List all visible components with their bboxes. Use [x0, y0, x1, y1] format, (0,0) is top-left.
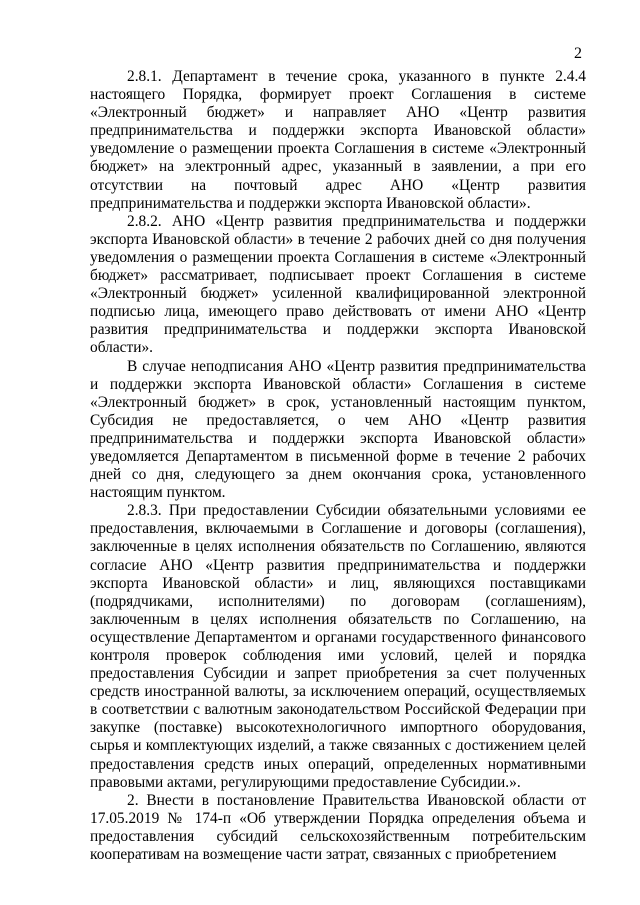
page-number: 2: [574, 45, 582, 62]
document-body: [90, 68, 586, 864]
paragraph-2-8-3: 2.8.3. При предоставлении Субсидии обязательными условиями ее предоставления, включаемыми в Соглашение и договоры (соглашения), заключенные в целях исполнения обязательств по Соглашению, являются согласие АНО «Центр развития предпринимательства и поддержки экспорта Ивановской области» и лиц, являющихся поставщиками (подрядчиками, исполнителями) по договорам (соглашениям), заключенным в целях исполнения обязательств по Соглашению, на осуществление Департаментом и органами государственного финансового контроля проверок соблюдения ими условий, целей и порядка предоставления Субсидии и запрет приобретения за счет полученных средств иностранной валюты, за исключением операций, осуществляемых в соответствии с валютным законодательством Российской Федерации при закупке (поставке) высокотехнологичного импортного оборудования, сырья и комплектующих изделий, а также связанных с достижением целей предоставления средств иных операций, определенных нормативными правовыми актами, регулирующими предоставление Субсидии.».: [90, 502, 586, 791]
paragraph-item-2: 2. Внести в постановление Правительства Ивановской области от 17.05.2019 № 174-п «Об утверждении Порядка определения объема и предоставления субсидий сельскохозяйственным потребительским кооперативам на возмещение части затрат, связанных с приобретением: [90, 791, 586, 864]
paragraph-2-8-1: 2.8.1. Департамент в течение срока, указанного в пункте 2.4.4 настоящего Порядка, формирует проект Соглашения в системе «Электронный бюджет» и направляет АНО «Центр развития предпринимательства и поддержки экспорта Ивановской области» уведомление о размещении проекта Соглашения в системе «Электронный бюджет» на электронный адрес, указанный в заявлении, а при его отсутствии на почтовый адрес АНО «Центр развития предпринимательства и поддержки экспорта Ивановской области».: [90, 68, 586, 212]
paragraph-non-signing: В случае неподписания АНО «Центр развития предпринимательства и поддержки экспорта Ивановской области» Соглашения в системе «Электронный бюджет» в срок, установленный настоящим пунктом, Субсидия не предоставляется, о чем АНО «Центр развития предпринимательства и поддержки экспорта Ивановской области» уведомляется Департаментом в письменной форме в течение 2 рабочих дней со дня, следующего за днем окончания срока, установленного настоящим пунктом.: [90, 357, 586, 502]
paragraph-2-8-2: 2.8.2. АНО «Центр развития предпринимательства и поддержки экспорта Ивановской области» в течение 2 рабочих дней со дня получения уведомления о размещении проекта Соглашения в системе «Электронный бюджет» рассматривает, подписывает проект Соглашения в системе «Электронный бюджет» усиленной квалифицированной электронной подписью лица, имеющего право действовать от имени АНО «Центр развития предпринимательства и поддержки экспорта Ивановской области».: [90, 212, 586, 357]
